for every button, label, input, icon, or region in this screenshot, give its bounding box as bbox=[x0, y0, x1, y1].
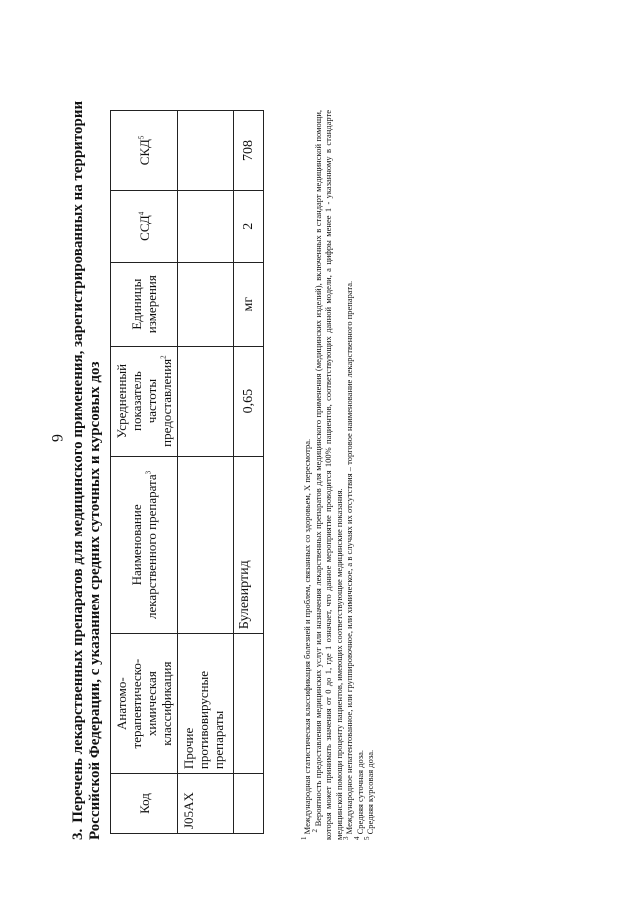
header-drug-name-sup: 3 bbox=[144, 470, 153, 475]
cell-empty bbox=[178, 111, 234, 191]
header-frequency: Усредненный показатель частоты предоставления$^2$ bbox=[111, 346, 178, 456]
cell-empty bbox=[234, 774, 264, 834]
footnote: $^3$ Международное непатентованное, или группировочное, или химическое, а в случаях их отсутствия – торговое наименование лекарственного препарата. bbox=[342, 280, 354, 840]
footnote: $^2$ Вероятность предоставления медицинских услуг или назначения лекарственных препаратов для медицинского применения (медицинских изделий), включенных в стандарт медицинской помощи, которая может принимать значения от 0 до 1, где 1 означает, что данное мероприятие проводится 100% пациентов, соответствующих данной модели, а цифры менее 1 - указанному в стандарте медицинской помощи проценту пациентов, имеющих соответствующие медицинские показания. bbox=[310, 110, 344, 840]
footnote: $^1$ Международная статистическая классификация болезней и проблем, связанных со здоровьем, X пересмотра. bbox=[300, 438, 312, 840]
cell-units: мг bbox=[234, 262, 264, 346]
section-number: 3. bbox=[70, 828, 86, 840]
header-skd-sup: 5 bbox=[137, 135, 146, 140]
cell-empty bbox=[178, 456, 234, 634]
cell-code: J05AX bbox=[178, 774, 234, 834]
header-ssd-sup: 4 bbox=[137, 211, 146, 216]
table-row bbox=[178, 111, 234, 834]
header-code: Код bbox=[111, 774, 178, 834]
header-skd: СКД$^5$ bbox=[111, 111, 178, 191]
footnote: $^5$ Средняя курсовая доза. bbox=[363, 749, 375, 840]
section-title-text: Перечень лекарственных препаратов для медицинского применения, зарегистрированных на территории Российской Федерации, с указанием средних суточных и курсовых доз bbox=[70, 100, 103, 840]
cell-atc: Прочие противовирусные препараты bbox=[178, 634, 234, 774]
rotated-page-content bbox=[70, 80, 430, 840]
header-drug-name: Наименование лекарственного препарата$^3$ bbox=[111, 456, 178, 634]
table-row bbox=[234, 111, 264, 834]
header-atc: Анатомо-терапевтическо-химическая классификация bbox=[111, 634, 178, 774]
drugs-table bbox=[110, 110, 264, 834]
header-units: Единицы измерения bbox=[111, 262, 178, 346]
table-header-row bbox=[111, 111, 178, 834]
cell-skd: 708 bbox=[234, 111, 264, 191]
header-ssd: ССД$^4$ bbox=[111, 190, 178, 262]
cell-empty bbox=[178, 190, 234, 262]
cell-drug-name: Булевиртид bbox=[234, 456, 264, 634]
cell-empty bbox=[178, 346, 234, 456]
cell-frequency: 0,65 bbox=[234, 346, 264, 456]
cell-ssd: 2 bbox=[234, 190, 264, 262]
footnote: $^4$ Средняя суточная доза. bbox=[352, 749, 365, 840]
cell-empty bbox=[178, 262, 234, 346]
footnotes bbox=[302, 110, 376, 840]
section-title bbox=[70, 80, 104, 840]
cell-empty bbox=[234, 634, 264, 774]
page-number: 6 bbox=[48, 434, 65, 442]
header-frequency-sup: 2 bbox=[159, 355, 168, 359]
